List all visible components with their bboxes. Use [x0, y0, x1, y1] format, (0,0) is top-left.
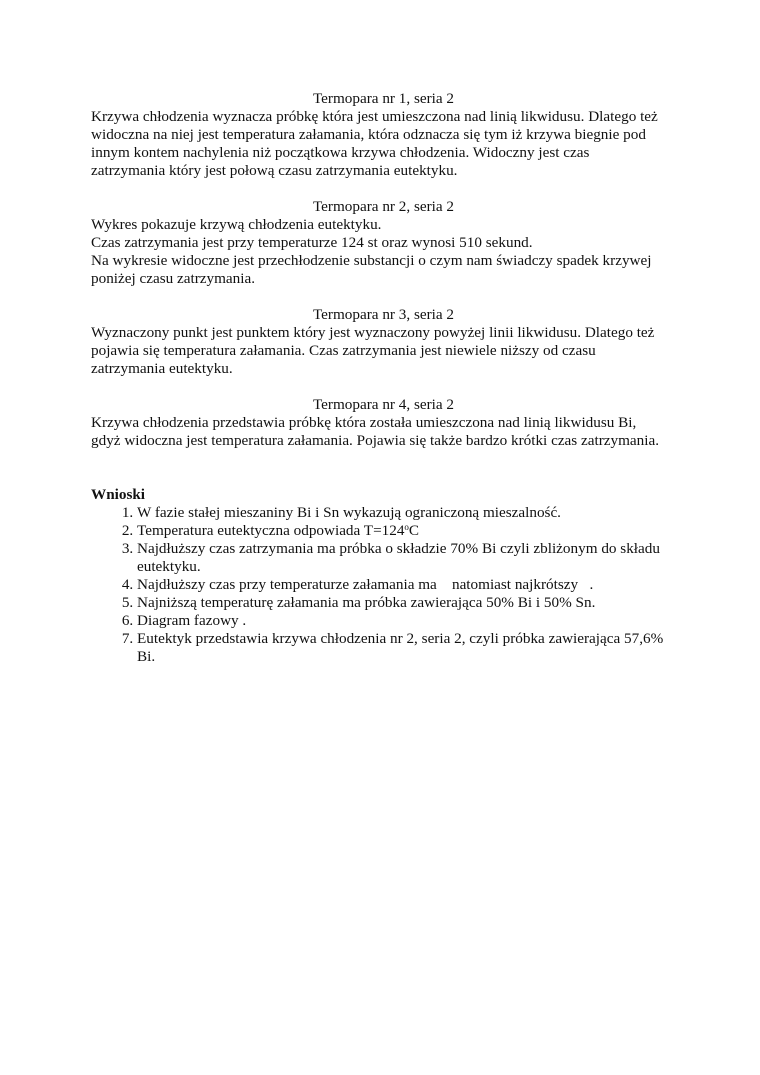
temperature-unit: C	[408, 522, 420, 539]
degree-superscript: o	[404, 522, 409, 532]
list-item: 2. Temperatura eutektyczna odpowiada $T=124^oC$	[137, 522, 676, 540]
list-item: 3. Najdłuższy czas zatrzymania ma próbka o składzie 70% Bi czyli zbliżonym do składu eutektyku.	[137, 540, 676, 576]
paragraph-line: widoczna na niej jest temperatura załamania, która odznacza się tym iż krzywa biegnie pod	[91, 126, 646, 143]
section-title: Termopara nr 4, seria 2	[312, 396, 455, 413]
section-termopara-2	[91, 198, 676, 288]
paragraph-line: Wyznaczony punkt jest punktem który jest wyznaczony powyżej linii likwidusu. Dlatego też	[91, 324, 655, 341]
conclusions-heading: Wnioski	[91, 486, 146, 503]
paragraph-line: zatrzymania który jest połową czasu zatrzymania eutektyku.	[91, 162, 458, 179]
section-title: Termopara nr 1, seria 2	[312, 90, 455, 107]
paragraph-line: Na wykresie widoczne jest przechłodzenie substancji o czym nam świadczy spadek krzywej	[91, 252, 652, 269]
paragraph-line: Krzywa chłodzenia wyznacza próbkę która jest umieszczona nad linią likwidusu. Dlatego też	[91, 108, 658, 125]
conclusions-list	[91, 504, 676, 666]
list-item: 7. Eutektyk przedstawia krzywa chłodzenia nr 2, seria 2, czyli próbka zawierająca 57,6% Bi.	[137, 630, 676, 666]
paragraph-line: Czas zatrzymania jest przy temperaturze 124 st oraz wynosi 510 sekund.	[91, 234, 533, 251]
list-item: 6. Diagram fazowy .	[137, 612, 676, 630]
paragraph-line: innym kontem nachylenia niż początkowa krzywa chłodzenia. Widoczny jest czas	[91, 144, 590, 161]
section-title: Termopara nr 2, seria 2	[312, 198, 455, 215]
paragraph-line: Wykres pokazuje krzywą chłodzenia eutektyku.	[91, 216, 382, 233]
conclusions-section	[91, 486, 676, 666]
paragraph-line: zatrzymania eutektyku.	[91, 360, 233, 377]
paragraph-line: Krzywa chłodzenia przedstawia próbkę która została umieszczona nad linią likwidusu Bi,	[91, 414, 637, 431]
section-termopara-3	[91, 306, 676, 378]
list-item: 1. W fazie stałej mieszaniny Bi i Sn wykazują ograniczoną mieszalność.	[137, 504, 676, 522]
list-item: 5. Najniższą temperaturę załamania ma próbka zawierająca 50% Bi i 50% Sn.	[137, 594, 676, 612]
document-page	[91, 90, 676, 666]
section-title: Termopara nr 3, seria 2	[312, 306, 455, 323]
section-termopara-1	[91, 90, 676, 180]
paragraph-line: gdyż widoczna jest temperatura załamania. Pojawia się także bardzo krótki czas zatrzymania.	[91, 432, 660, 449]
list-item: 4. Najdłuższy czas przy temperaturze załamania ma natomiast najkrótszy .	[137, 576, 676, 594]
section-termopara-4	[91, 396, 676, 450]
paragraph-line: poniżej czasu zatrzymania.	[91, 270, 256, 287]
paragraph-line: pojawia się temperatura załamania. Czas zatrzymania jest niewiele niższy od czasu	[91, 342, 596, 359]
